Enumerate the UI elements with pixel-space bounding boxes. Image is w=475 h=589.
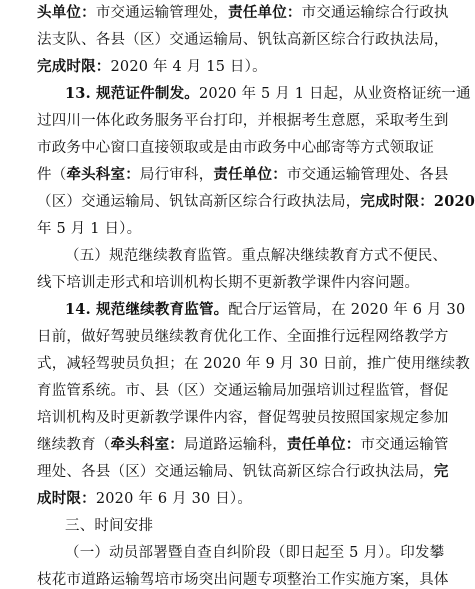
responsible-unit-label: 责任单位：: [213, 166, 287, 183]
item14-line-5: 培训机构及时更新教学课件内容，督促驾驶员按照国家规定参加: [37, 410, 449, 426]
deadline-label: 完成时限：: [37, 58, 111, 75]
responsible-unit-value: 市交通运输管理处、各县: [286, 167, 449, 183]
item13-title: 13. 规范证件制发。: [65, 85, 199, 102]
item14-text: 配合厅运管局，在 2020 年 6 月 30: [228, 302, 466, 318]
lead-office-label: 牵头科室：: [110, 436, 184, 453]
phase1-line-2: [37, 571, 449, 589]
item13-line-2: 过四川一体化政务服务平台打印，并根据考生意愿，采取考生到: [37, 113, 449, 129]
item13-line-6: 年 5 月 1 日）。: [37, 221, 142, 237]
item14-line-1: [65, 301, 465, 319]
lead-office-label: 牵头科室：: [66, 166, 140, 183]
lead-office-value: 局道路运输科，: [184, 437, 287, 453]
item12-line-3: [37, 58, 267, 76]
section-heading: 三、时间安排: [65, 518, 154, 534]
item13-line-5: [37, 193, 475, 211]
deadline-value: 2020 年 6 月 30 日）。: [95, 491, 253, 507]
lead-unit-value: 市交通运输管理处，: [95, 5, 229, 21]
phase1-text: 枝花市道路运输驾培市场突出问题专项整治工作实施方案，具体: [37, 572, 449, 588]
item14-line-6: [37, 436, 449, 454]
phase1-line-1: [65, 544, 444, 562]
paren-open: 件（: [37, 167, 67, 183]
section-three-heading: [65, 517, 153, 535]
section5-line-1: （五）规范继续教育监管。重点解决继续教育方式不便民、: [65, 248, 448, 264]
item14-line-8: [37, 490, 252, 508]
lead-unit-label: 头单位：: [37, 4, 96, 21]
responsible-unit-label: 责任单位：: [228, 4, 302, 21]
item14-line-7: [37, 463, 449, 481]
responsible-unit-value: 理处、各县（区）交通运输局、钒钛高新区综合行政执法局，: [37, 464, 434, 480]
responsible-unit-value: 市交通运输综合行政执: [301, 5, 449, 21]
item13-line-1: [65, 85, 471, 103]
responsible-unit-value: 市交通运输管: [360, 437, 449, 453]
item13-line-4: [37, 166, 449, 184]
item14-line-2: 日前，做好驾驶员继续教育优化工作、全面推行远程网络教学方: [37, 329, 449, 345]
item12-line-1: [37, 4, 449, 22]
deadline-value: 2020 年 4 月 15 日）。: [110, 59, 267, 75]
item12-line-2: 法支队、各县（区）交通运输局、钒钛高新区综合行政执法局，: [37, 32, 449, 48]
item14-title: 14. 规范继续教育监管。: [65, 301, 229, 318]
deadline-label: 完: [433, 463, 449, 480]
responsible-unit-label: 责任单位：: [286, 436, 361, 453]
paren-open: 继续教育（: [37, 437, 111, 453]
deadline-label: 成时限：: [37, 490, 96, 507]
phase1-text: （一）动员部署暨自查自纠阶段（即日起至 5 月）。印发攀: [65, 545, 445, 561]
deadline-year: 2020: [433, 193, 475, 210]
item13-text: 2020 年 5 月 1 日起，从业资格证统一通: [198, 86, 471, 102]
item13-line-3: 市政务中心窗口直接领取或是由市政务中心邮寄等方式领取证: [37, 140, 434, 156]
item14-line-4: 育监管系统。市、县（区）交通运输局加强培训过程监管，督促: [37, 383, 449, 399]
section5-line-2: 线下培训走形式和培训机构长期不更新教学课件内容问题。: [37, 275, 420, 291]
deadline-label: 完成时限：: [360, 193, 434, 210]
lead-office-value: 局行审科，: [139, 167, 214, 183]
responsible-unit-value: （区）交通运输局、钒钛高新区综合行政执法局，: [37, 194, 361, 210]
item14-line-3: 式，减轻驾驶员负担；在 2020 年 9 月 30 日前，推广使用继续教: [37, 356, 470, 372]
